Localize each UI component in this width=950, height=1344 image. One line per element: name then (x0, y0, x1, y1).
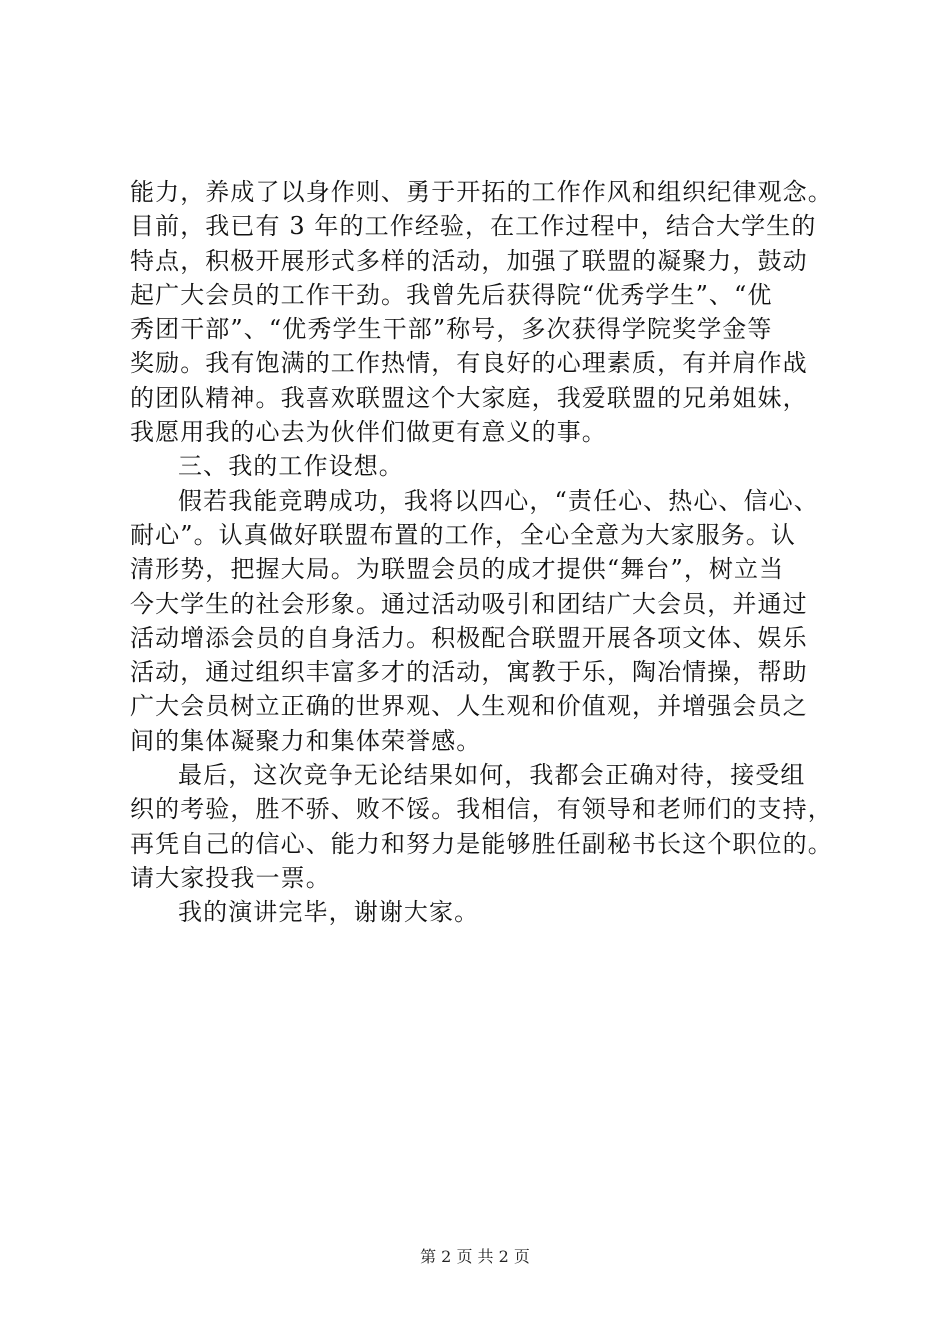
text-line: 目前，我已有 3 年的工作经验，在工作过程中，结合大学生的 (130, 212, 817, 241)
text-line: 秀团干部”、“优秀学生干部”称号，多次获得学院奖学金等 (130, 315, 773, 344)
text-line: 再凭自己的信心、能力和努力是能够胜任副秘书长这个职位的。 (130, 829, 833, 858)
text-line: 我愿用我的心去为伙伴们做更有意义的事。 (130, 418, 607, 447)
page-footer: 第 2 页 共 2 页 (420, 1247, 530, 1266)
text-line: 活动增添会员的自身活力。积极配合联盟开展各项文体、娱乐 (130, 623, 808, 652)
text-line: 活动，通过组织丰富多才的活动，寓教于乐，陶冶情操，帮助 (130, 658, 808, 687)
text-line: 奖励。我有饱满的工作热情，有良好的心理素质，有并肩作战 (130, 349, 808, 378)
text-line: 今大学生的社会形象。通过活动吸引和团结广大会员，并通过 (130, 589, 808, 618)
text-line: 清形势，把握大局。为联盟会员的成才提供“舞台”，树立当 (130, 555, 785, 584)
text-line: 的团队精神。我喜欢联盟这个大家庭，我爱联盟的兄弟姐妹， (130, 383, 808, 412)
text-line: 广大会员树立正确的世界观、人生观和价值观，并增强会员之 (130, 692, 808, 721)
text-line: 假若我能竞聘成功，我将以四心，“责任心、热心、信心、 (178, 486, 819, 515)
body-text (130, 175, 833, 930)
text-line: 我的演讲完毕，谢谢大家。 (178, 898, 480, 927)
text-line: 起广大会员的工作干劲。我曾先后获得院“优秀学生”、“优 (130, 280, 773, 309)
text-line: 特点，积极开展形式多样的活动，加强了联盟的凝聚力，鼓动 (130, 246, 808, 275)
text-line: 能力，养成了以身作则、勇于开拓的工作作风和组织纪律观念。 (130, 178, 833, 206)
text-line: 最后，这次竞争无论结果如何，我都会正确对待，接受组 (178, 761, 806, 790)
text-line: 织的考验，胜不骄、败不馁。我相信，有领导和老师们的支持， (130, 795, 833, 824)
text-line: 耐心”。认真做好联盟布置的工作，全心全意为大家服务。认 (130, 520, 796, 549)
text-line: 间的集体凝聚力和集体荣誉感。 (130, 726, 482, 755)
text-line: 三、我的工作设想。 (178, 452, 404, 481)
text-line: 请大家投我一票。 (130, 863, 331, 892)
